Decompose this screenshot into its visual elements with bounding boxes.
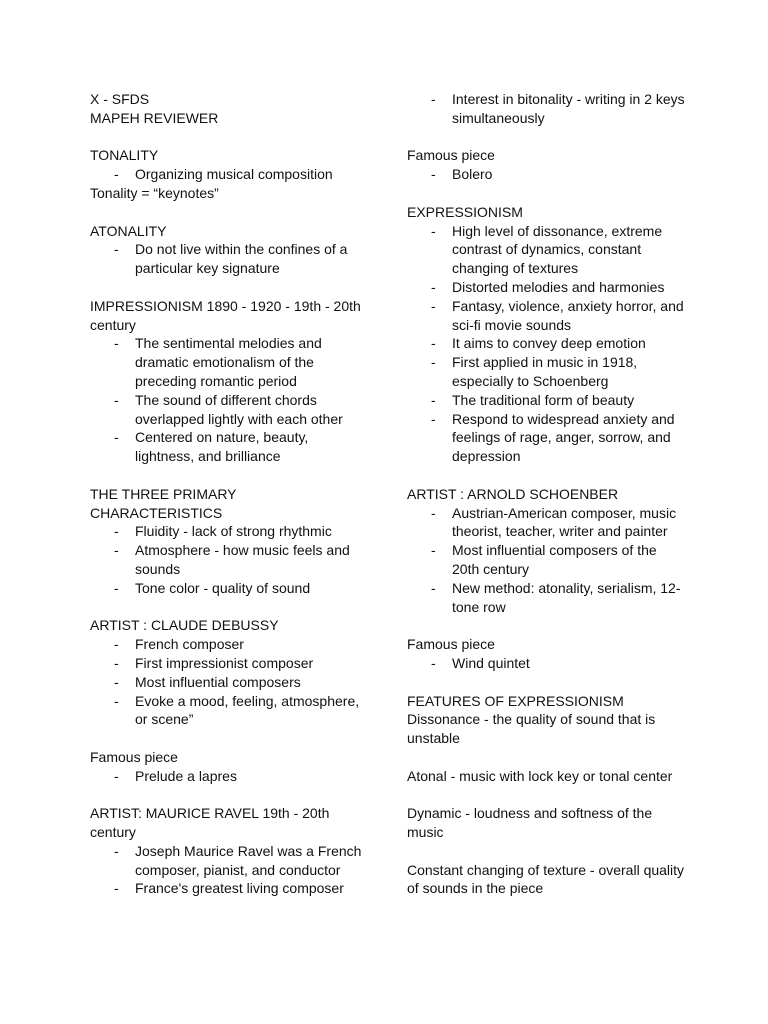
bullet-item (407, 334, 687, 353)
bullet-item (90, 240, 365, 278)
section-block (407, 146, 687, 184)
bullet-text: Atmosphere - how music feels and sounds (135, 542, 350, 577)
dash-bullet-icon: - (431, 222, 436, 239)
section-block (90, 222, 365, 278)
bullet-text: Fantasy, violence, anxiety horror, and sci-fi movie sounds (452, 297, 684, 333)
bullet-list (90, 842, 365, 898)
bullet-text: Austrian-American composer, music theorist, teacher, writer and painter (452, 504, 677, 540)
bullet-text: Joseph Maurice Ravel was a French composer, pianist, and conductor (135, 842, 362, 878)
block-spacer (407, 128, 687, 147)
dash-bullet-icon: - (114, 880, 119, 897)
bullet-text: Interest in bitonality - writing in 2 keys simultaneously (452, 91, 685, 126)
bullet-list (407, 654, 687, 673)
dash-bullet-icon: - (114, 241, 119, 258)
bullet-list (407, 504, 687, 617)
section-heading: Famous piece (90, 748, 178, 765)
dash-bullet-icon: - (431, 335, 436, 352)
block-spacer (90, 729, 365, 748)
bullet-item (90, 391, 365, 429)
bullet-text: Evoke a mood, feeling, atmosphere, or scene” (135, 692, 360, 728)
bullet-item (407, 165, 687, 184)
bullet-list (407, 165, 687, 184)
dash-bullet-icon: - (114, 335, 119, 352)
bullet-item (90, 334, 365, 390)
dash-bullet-icon: - (431, 504, 436, 521)
bullet-list (407, 222, 687, 466)
section-block (90, 90, 365, 128)
section-block (407, 635, 687, 673)
bullet-text: Wind quintet (452, 654, 530, 671)
block-spacer (90, 598, 365, 617)
section-heading: ARTIST : ARNOLD SCHOENBER (407, 485, 619, 502)
block-spacer (407, 842, 687, 861)
section-line: Tonality = “keynotes” (90, 184, 219, 201)
section-block (90, 616, 365, 729)
dash-bullet-icon: - (114, 842, 119, 859)
section-heading: EXPRESSIONISM (407, 203, 523, 220)
section-heading: ATONALITY (90, 222, 167, 239)
block-spacer (90, 128, 365, 147)
bullet-text: Most influential composers (135, 673, 301, 690)
bullet-text: Distorted melodies and harmonies (452, 278, 665, 295)
section-heading: Atonal - music with lock key or tonal center (407, 767, 673, 784)
bullet-text: First applied in music in 1918, especially to Schoenberg (452, 354, 638, 389)
bullet-item (90, 579, 365, 598)
bullet-text: Do not live within the confines of a particular key signature (135, 241, 348, 277)
dash-bullet-icon: - (114, 166, 119, 183)
bullet-item (407, 579, 687, 617)
dash-bullet-icon: - (431, 297, 436, 314)
dash-bullet-icon: - (431, 166, 436, 183)
bullet-item (407, 541, 687, 579)
dash-bullet-icon: - (431, 354, 436, 371)
bullet-item (407, 410, 687, 466)
bullet-text: The sound of different chords overlapped lightly with each other (135, 391, 343, 427)
bullet-text: Respond to widespread anxiety and feelings of rage, anger, sorrow, and depression (452, 410, 675, 465)
bullet-text: It aims to convey deep emotion (452, 335, 646, 352)
bullet-item (90, 673, 365, 692)
dash-bullet-icon: - (114, 391, 119, 408)
section-block (407, 861, 687, 899)
dash-bullet-icon: - (114, 673, 119, 690)
section-heading: ARTIST : CLAUDE DEBUSSY (90, 617, 279, 634)
bullet-item (90, 692, 365, 730)
bullet-text: The traditional form of beauty (452, 391, 635, 408)
bullet-item (407, 353, 687, 391)
bullet-list (90, 635, 365, 729)
bullet-item (407, 654, 687, 673)
section-block (90, 485, 365, 598)
block-spacer (407, 673, 687, 692)
bullet-item (407, 222, 687, 278)
bullet-text: Organizing musical composition (135, 166, 333, 183)
dash-bullet-icon: - (114, 523, 119, 540)
bullet-item (407, 297, 687, 335)
bullet-item (407, 504, 687, 542)
dash-bullet-icon: - (431, 579, 436, 596)
dash-bullet-icon: - (431, 91, 436, 107)
section-heading: IMPRESSIONISM 1890 - 1920 - 19th - 20th century (90, 297, 361, 333)
section-block (407, 767, 687, 786)
dash-bullet-icon: - (114, 636, 119, 653)
dash-bullet-icon: - (431, 278, 436, 295)
dash-bullet-icon: - (431, 654, 436, 671)
bullet-text: Prelude a lapres (135, 767, 237, 784)
dash-bullet-icon: - (114, 579, 119, 596)
bullet-text: The sentimental melodies and dramatic emotionalism of the preceding romantic period (135, 335, 322, 389)
bullet-item (90, 165, 365, 184)
block-spacer (90, 278, 365, 297)
section-block (407, 692, 687, 748)
section-heading: FEATURES OF EXPRESSIONISM (407, 692, 624, 709)
bullet-item (90, 541, 365, 579)
block-spacer (90, 785, 365, 804)
block-spacer (90, 466, 365, 485)
block-spacer (407, 616, 687, 635)
section-block (90, 146, 365, 202)
bullet-item (407, 278, 687, 297)
bullet-list (407, 90, 687, 128)
bullet-list (90, 522, 365, 597)
bullet-text: France's greatest living composer (135, 880, 344, 897)
dash-bullet-icon: - (114, 767, 119, 784)
block-spacer (407, 184, 687, 203)
dash-bullet-icon: - (431, 542, 436, 559)
block-spacer (407, 748, 687, 767)
bullet-item (90, 428, 365, 466)
bullet-text: Centered on nature, beauty, lightness, and brilliance (135, 429, 309, 465)
section-heading: X - SFDS (90, 91, 150, 107)
right-column (407, 90, 687, 898)
dash-bullet-icon: - (114, 542, 119, 559)
bullet-item (90, 522, 365, 541)
section-block (90, 297, 365, 466)
bullet-list (90, 240, 365, 278)
section-heading: ARTIST: MAURICE RAVEL 19th - 20th century (90, 805, 330, 841)
section-heading: Constant changing of texture - overall quality of sounds in the piece (407, 861, 685, 897)
section-block (407, 90, 687, 128)
section-heading: Famous piece (407, 147, 495, 164)
section-heading: TONALITY (90, 147, 159, 164)
bullet-text: Fluidity - lack of strong rhythmic (135, 523, 332, 540)
section-line: MAPEH REVIEWER (90, 109, 219, 126)
bullet-item (407, 391, 687, 410)
bullet-list (90, 334, 365, 466)
bullet-list (90, 767, 365, 786)
bullet-text: French composer (135, 636, 244, 653)
section-block (90, 804, 365, 898)
bullet-list (90, 165, 365, 184)
bullet-item (90, 767, 365, 786)
dash-bullet-icon: - (114, 654, 119, 671)
bullet-text: Most influential composers of the 20th century (452, 542, 657, 577)
dash-bullet-icon: - (114, 692, 119, 709)
bullet-item (407, 90, 687, 128)
bullet-text: First impressionist composer (135, 654, 314, 671)
section-block (407, 203, 687, 466)
bullet-text: Tone color - quality of sound (135, 579, 311, 596)
section-heading: Famous piece (407, 636, 495, 653)
bullet-item (90, 635, 365, 654)
dash-bullet-icon: - (431, 391, 436, 408)
section-heading: Dynamic - loudness and softness of the music (407, 805, 653, 841)
section-block (407, 804, 687, 842)
block-spacer (90, 203, 365, 222)
bullet-text: Bolero (452, 166, 493, 183)
bullet-item (90, 654, 365, 673)
bullet-item (90, 842, 365, 880)
section-block (407, 485, 687, 617)
bullet-text: New method: atonality, serialism, 12-tone row (452, 579, 681, 615)
section-line: Dissonance - the quality of sound that is unstable (407, 711, 656, 747)
section-heading: THE THREE PRIMARY CHARACTERISTICS (90, 485, 237, 521)
bullet-item (90, 879, 365, 898)
dash-bullet-icon: - (114, 429, 119, 446)
bullet-text: High level of dissonance, extreme contrast of dynamics, constant changing of textures (452, 222, 663, 277)
section-block (90, 748, 365, 786)
dash-bullet-icon: - (431, 410, 436, 427)
left-column (90, 90, 365, 898)
block-spacer (407, 466, 687, 485)
block-spacer (407, 785, 687, 804)
